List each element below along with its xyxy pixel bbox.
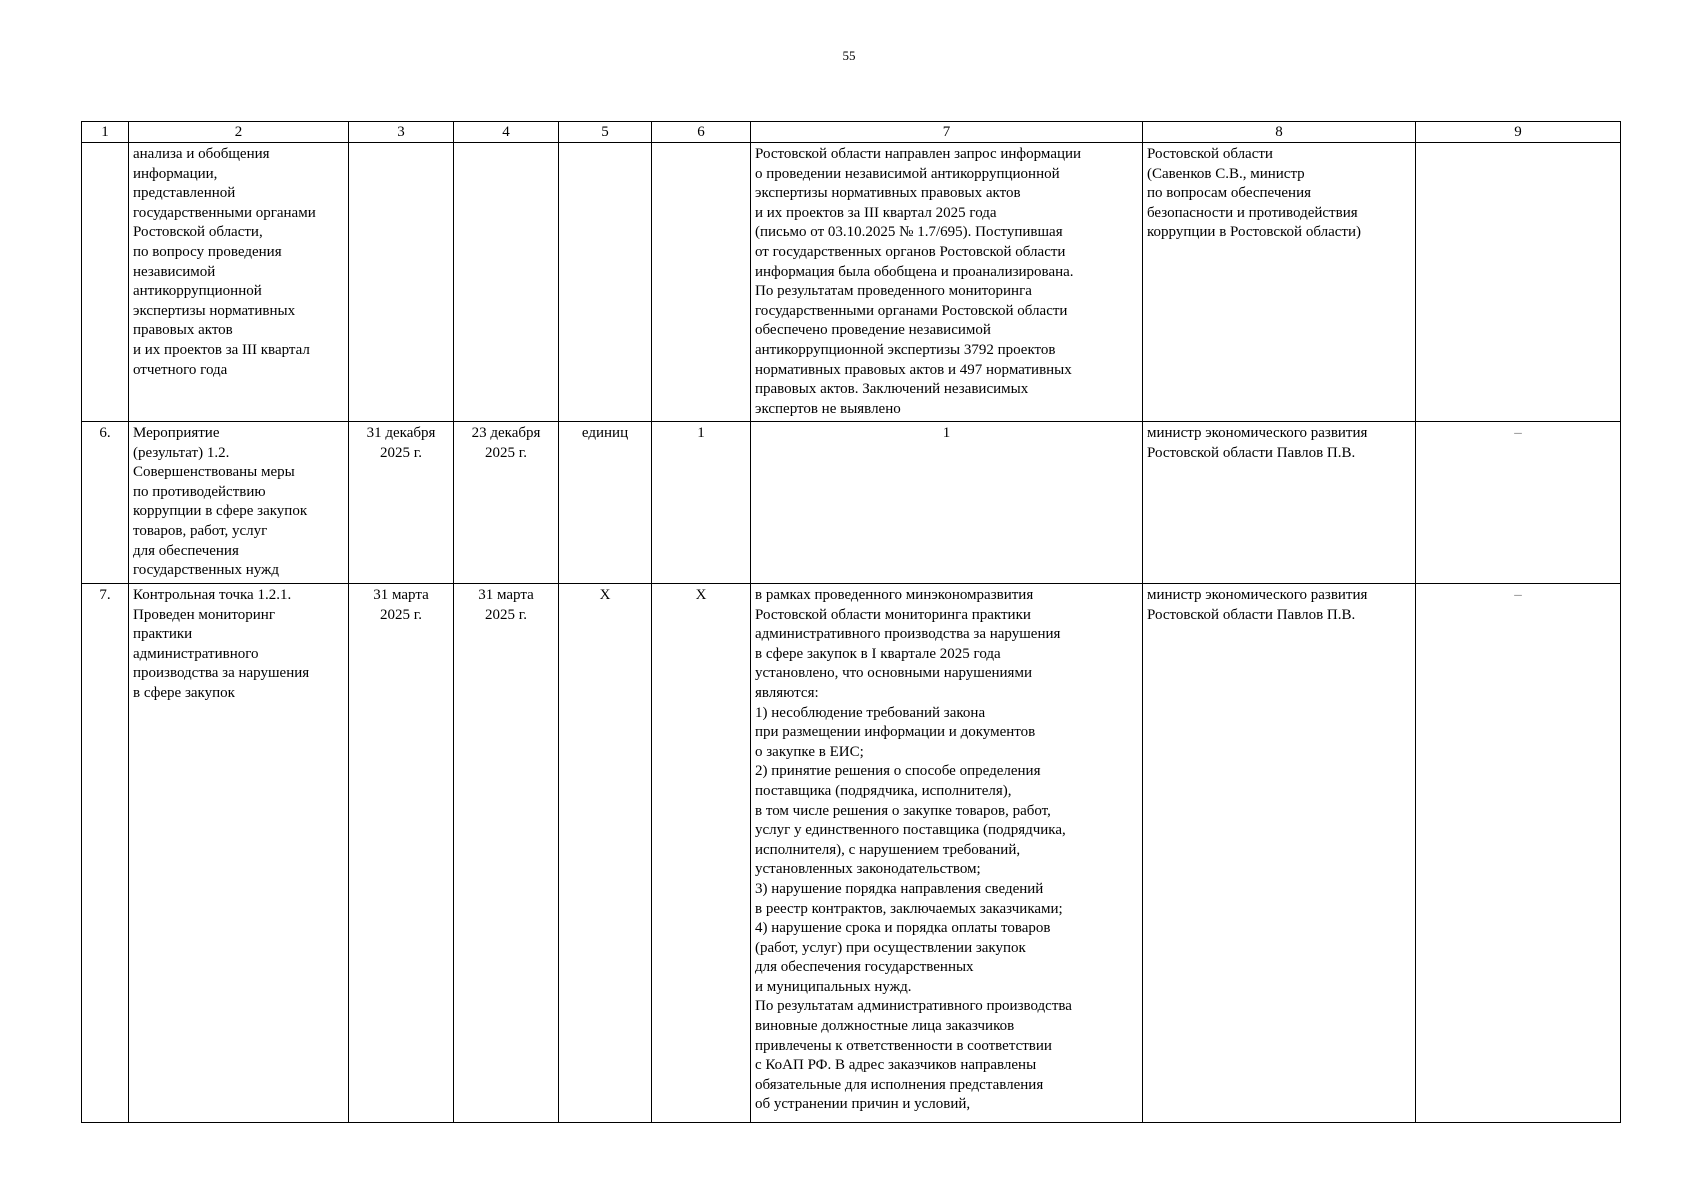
result-cell: Ростовской области направлен запрос информации о проведении независимой антикоррупционной экспертизы нормативных правовых актов и их проектов за III квартал 2025 года (письмо от 03.10.2025 № 1.7/695). Поступившая от государственных органов Ростовской области информация была обобщена и проанализирована. По результатам проведенного мониторинга государственными органами Ростовской области обеспечено проведение независимой антикоррупционной экспертизы 3792 проектов нормативных правовых актов и 497 нормативных правовых актов. Заключений независимых экспертов не выявлено [751,143,1143,422]
column-header: 5 [559,122,652,143]
row-number-cell [82,143,129,422]
column-header: 9 [1416,122,1621,143]
actual-date-cell: 31 марта 2025 г. [454,584,559,1123]
table-header-row [82,122,1621,143]
note-cell: – [1416,422,1621,584]
page-number: 55 [842,48,856,63]
event-name-cell: Мероприятие (результат) 1.2. Совершенствованы меры по противодействию коррупции в сфере закупок товаров, работ, услуг для обеспечения государственных нужд [129,422,349,584]
report-table [81,121,1621,1123]
row-number-cell: 7. [82,584,129,1123]
responsible-cell: министр экономического развития Ростовской области Павлов П.В. [1143,422,1416,584]
actual-date-cell [454,143,559,422]
column-header: 3 [349,122,454,143]
note-cell [1416,143,1621,422]
note-cell: – [1416,584,1621,1123]
event-name-cell: анализа и обобщения информации, представленной государственными органами Ростовской области, по вопросу проведения независимой антикоррупционной экспертизы нормативных правовых актов и их проектов за III квартал отчетного года [129,143,349,422]
responsible-cell: министр экономического развития Ростовской области Павлов П.В. [1143,584,1416,1123]
row-number-cell: 6. [82,422,129,584]
plan-value-cell [652,143,751,422]
table-row [82,584,1621,1123]
column-header: 2 [129,122,349,143]
actual-date-cell: 23 декабря 2025 г. [454,422,559,584]
unit-cell: единиц [559,422,652,584]
column-header: 1 [82,122,129,143]
unit-cell: Х [559,584,652,1123]
plan-value-cell: 1 [652,422,751,584]
plan-date-cell [349,143,454,422]
table-row [82,422,1621,584]
plan-date-cell: 31 декабря 2025 г. [349,422,454,584]
column-header: 7 [751,122,1143,143]
result-cell: в рамках проведенного минэкономразвития Ростовской области мониторинга практики административного производства за нарушения в сфере закупок в I квартале 2025 года установлено, что основными нарушениями являются: 1) несоблюдение требований закона при размещении информации и документов о закупке в ЕИС; 2) принятие решения о способе определения поставщика (подрядчика, исполнителя), в том числе решения о закупке товаров, работ, услуг у единственного поставщика (подрядчика, исполнителя), с нарушением требований, установленных законодательством; 3) нарушение порядка направления сведений в реестр контрактов, заключаемых заказчиками; 4) нарушение срока и порядка оплаты товаров (работ, услуг) при осуществлении закупок для обеспечения государственных и муниципальных нужд. По результатам административного производства виновные должностные лица заказчиков привлечены к ответственности в соответствии с КоАП РФ. В адрес заказчиков направлены обязательные для исполнения представления об устранении причин и условий, [751,584,1143,1123]
column-header: 4 [454,122,559,143]
unit-cell [559,143,652,422]
event-name-cell: Контрольная точка 1.2.1. Проведен мониторинг практики административного производства за нарушения в сфере закупок [129,584,349,1123]
plan-value-cell: Х [652,584,751,1123]
plan-date-cell: 31 марта 2025 г. [349,584,454,1123]
responsible-cell: Ростовской области (Савенков С.В., министр по вопросам обеспечения безопасности и противодействия коррупции в Ростовской области) [1143,143,1416,422]
result-cell: 1 [751,422,1143,584]
column-header: 6 [652,122,751,143]
table-row [82,143,1621,422]
column-header: 8 [1143,122,1416,143]
